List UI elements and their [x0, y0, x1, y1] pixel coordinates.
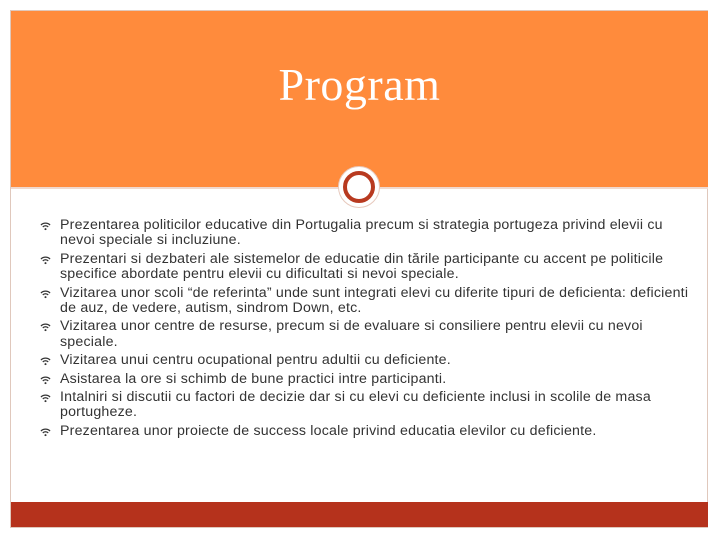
list-item [40, 286, 690, 317]
wifi-icon [40, 427, 51, 437]
list-item [40, 319, 690, 350]
wifi-icon [40, 289, 51, 299]
divider-ring-ornament [338, 166, 380, 208]
wifi-icon [40, 375, 51, 385]
footer-bar [11, 502, 708, 527]
list-item-text: Asistarea la ore si schimb de bune practici intre participanti. [60, 370, 447, 387]
wifi-icon [40, 255, 51, 265]
list-item-text: Vizitarea unui centru ocupational pentru adultii cu deficiente. [60, 352, 451, 369]
wifi-icon [40, 356, 51, 366]
list-item-text: Prezentari si dezbateri ale sistemelor de educatie din tările participante cu accent pe politicile specifice abordate pentru elevii cu dificultati si nevoi speciale. [60, 250, 664, 283]
slide-title: Program [278, 59, 441, 110]
list-item [40, 390, 690, 421]
list-item-text: Intalniri si discutii cu factori de decizie dar si cu elevi cu deficiente inclusi in scolile de masa portugheze. [60, 389, 651, 421]
wifi-icon [40, 393, 51, 403]
list-item [40, 252, 690, 283]
title-banner [11, 11, 708, 187]
list-item [40, 353, 690, 368]
list-item-text: Prezentarea politicilor educative din Portugalia precum si strategia portugeza privind elevii cu nevoi speciale si incluziune. [60, 217, 663, 249]
list-item-text: Prezentarea unor proiecte de success locale privind educatia elevilor cu deficiente. [60, 422, 597, 439]
list-item [40, 218, 690, 249]
list-item-text: Vizitarea unor scoli “de referinta” unde sunt integrati elevi cu diferite tipuri de deficienta: deficienti de auz, de vedere, autism, sindrom Down, etc. [60, 284, 689, 317]
wifi-icon [40, 221, 51, 231]
list-item [40, 372, 690, 387]
ring-icon [343, 171, 375, 203]
list-item-text: Vizitarea unor centre de resurse, precum si de evaluare si consiliere pentru elevii cu nevoi speciale. [60, 318, 643, 350]
bullet-list [40, 218, 690, 442]
list-item [40, 424, 690, 439]
wifi-icon [40, 322, 51, 332]
